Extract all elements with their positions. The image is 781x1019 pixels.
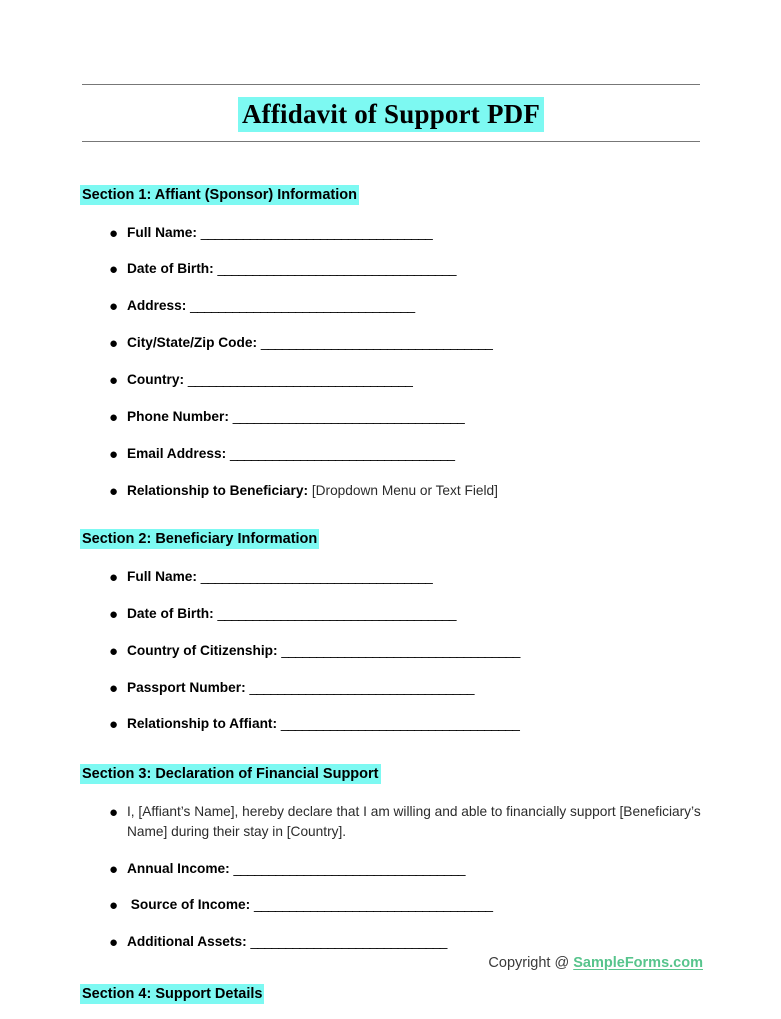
section-1-items: [0, 223, 781, 501]
section-3: [0, 765, 781, 952]
list-item: [0, 296, 781, 316]
list-item: [0, 714, 781, 734]
declaration-text: I, [Affiant’s Name], hereby declare that I am willing and able to financially support [Beneficiary’s Name] during their stay in [Country].: [127, 803, 701, 839]
list-item: [0, 678, 781, 698]
field-label: Email Address:: [127, 445, 230, 461]
field-fill-line[interactable]: ________________________________: [249, 679, 474, 695]
field-fill-line[interactable]: __________________________________: [280, 716, 520, 732]
bullet-icon: ●: [109, 679, 119, 697]
field-fill-line[interactable]: __________________________________: [254, 897, 493, 913]
list-item: [0, 567, 781, 587]
field-label: Date of Birth:: [127, 605, 218, 621]
field-fill-line[interactable]: _________________________________: [200, 569, 433, 584]
bullet-icon: ●: [109, 335, 119, 353]
list-item: [0, 407, 781, 427]
field-label: Address:: [127, 298, 191, 314]
bullet-icon: ●: [109, 897, 119, 915]
bullet-icon: ●: [109, 803, 119, 821]
footer: [0, 955, 781, 971]
section-heading: Section 4: Support Details: [82, 986, 263, 1003]
field-label: City/State/Zip Code:: [127, 335, 261, 351]
section-2-items: [0, 567, 781, 734]
bullet-icon: ●: [109, 408, 119, 426]
bullet-icon: ●: [109, 605, 119, 623]
field-fill-line[interactable]: _________________________________: [232, 408, 465, 424]
title-rule-bottom: [82, 141, 700, 142]
field-fill-line[interactable]: ________________________________: [190, 298, 415, 314]
field-fill-line[interactable]: __________________________________: [281, 642, 520, 658]
field-label: Relationship to Beneficiary:: [127, 482, 312, 498]
list-item: [0, 604, 781, 624]
section-1: [0, 186, 781, 500]
section-heading: Section 2: Beneficiary Information: [82, 531, 318, 548]
field-fill-line[interactable]: _________________________________: [260, 335, 493, 351]
bullet-icon: ●: [109, 934, 119, 952]
section-3-items: [0, 802, 781, 952]
field-label: Source of Income:: [127, 897, 255, 913]
section-1-heading-wrap: [0, 186, 781, 206]
field-fill-line[interactable]: ________________________________: [187, 372, 413, 387]
list-item: [0, 259, 781, 279]
bullet-icon: ●: [109, 224, 119, 242]
field-label: Annual Income:: [127, 860, 234, 876]
bullet-icon: ●: [109, 372, 119, 389]
list-item: [0, 895, 781, 915]
section-3-heading-wrap: [0, 765, 781, 785]
bullet-icon: ●: [109, 569, 119, 586]
list-item: [0, 370, 781, 390]
page-title: Affidavit of Support PDF: [238, 97, 544, 132]
field-label: Phone Number:: [127, 408, 233, 424]
field-fill-line[interactable]: __________________________________: [217, 605, 456, 621]
list-item: [0, 333, 781, 353]
list-item: [0, 641, 781, 661]
bullet-icon: ●: [109, 642, 119, 660]
field-fill-line[interactable]: _________________________________: [233, 860, 465, 876]
bullet-icon: ●: [109, 261, 119, 279]
list-item: [0, 481, 781, 501]
bullet-icon: ●: [109, 860, 119, 878]
field-label: Country:: [127, 372, 188, 387]
field-label: Country of Citizenship:: [127, 642, 282, 658]
section-2-heading-wrap: [0, 530, 781, 550]
bullet-icon: ●: [109, 445, 119, 463]
field-label: Passport Number:: [127, 679, 250, 695]
field-label: Additional Assets:: [127, 934, 251, 950]
bullet-icon: ●: [109, 716, 119, 734]
document-body: [0, 186, 781, 1005]
field-fill-line[interactable]: ________________________________: [229, 445, 455, 461]
title-block: [82, 84, 700, 142]
bullet-icon: ●: [109, 298, 119, 316]
list-item: [0, 223, 781, 243]
brand-link[interactable]: SampleForms.com: [573, 955, 703, 971]
section-4: [0, 985, 781, 1005]
field-label: Date of Birth:: [127, 261, 218, 277]
field-fill-line[interactable]: __________________________________: [217, 261, 456, 277]
section-heading: Section 3: Declaration of Financial Support: [82, 766, 379, 783]
title-row: [82, 85, 700, 141]
list-item: [0, 932, 781, 952]
field-input-hint[interactable]: [Dropdown Menu or Text Field]: [311, 482, 498, 498]
section-heading: Section 1: Affiant (Sponsor) Information: [82, 187, 357, 203]
copyright-text: Copyright @: [488, 955, 574, 971]
field-label: Full Name:: [127, 569, 201, 584]
field-label: Relationship to Affiant:: [127, 716, 281, 732]
bullet-icon: ●: [109, 482, 119, 500]
list-item: [0, 859, 781, 879]
section-4-heading-wrap: [0, 985, 781, 1005]
list-item: [0, 802, 781, 842]
field-label: Full Name:: [127, 224, 201, 240]
field-fill-line[interactable]: _________________________________: [200, 224, 433, 240]
field-fill-line[interactable]: ____________________________: [250, 934, 447, 950]
section-2: [0, 530, 781, 734]
list-item: [0, 444, 781, 464]
